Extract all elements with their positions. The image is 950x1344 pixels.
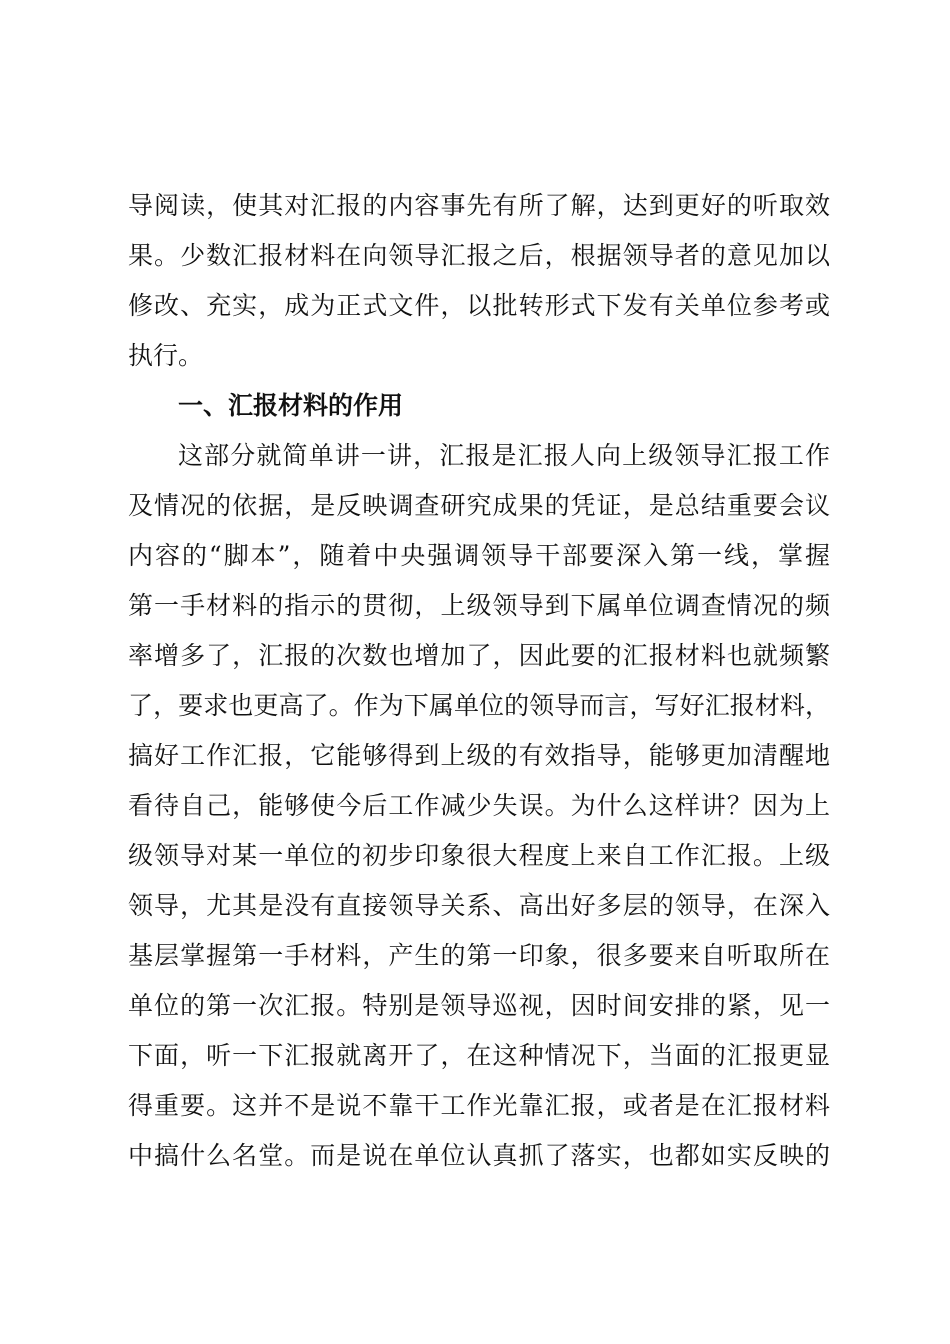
body-text-line: 导阅读，使其对汇报的内容事先有所了解，达到更好的听取效 xyxy=(128,191,830,220)
body-text-line: 级领导对某一单位的初步印象很大程度上来自工作汇报。上级 xyxy=(128,841,830,870)
body-text-line: 修改、充实，成为正式文件，以批转形式下发有关单位参考或 xyxy=(128,291,830,320)
body-text-line: 领导，尤其是没有直接领导关系、高出好多层的领导，在深入 xyxy=(128,891,830,920)
body-text-line: 得重要。这并不是说不靠干工作光靠汇报，或者是在汇报材料 xyxy=(128,1091,830,1120)
body-text-line: 单位的第一次汇报。特别是领导巡视，因时间安排的紧，见一 xyxy=(128,991,830,1020)
body-text-line: 下面，听一下汇报就离开了，在这种情况下，当面的汇报更显 xyxy=(128,1041,830,1070)
body-text-line: 率增多了，汇报的次数也增加了，因此要的汇报材料也就频繁 xyxy=(128,641,830,670)
body-text-line: 这部分就简单讲一讲，汇报是汇报人向上级领导汇报工作 xyxy=(178,441,830,470)
body-text-line: 执行。 xyxy=(128,341,204,370)
section-heading: 一、汇报材料的作用 xyxy=(178,391,404,420)
body-text-line: 基层掌握第一手材料，产生的第一印象，很多要来自听取所在 xyxy=(128,941,830,970)
body-text-line: 搞好工作汇报，它能够得到上级的有效指导，能够更加清醒地 xyxy=(128,741,830,770)
body-text-line: 第一手材料的指示的贯彻，上级领导到下属单位调查情况的频 xyxy=(128,591,830,620)
document-page xyxy=(128,181,830,1181)
body-text-line: 果。少数汇报材料在向领导汇报之后，根据领导者的意见加以 xyxy=(128,241,830,270)
body-text-line: 及情况的依据，是反映调查研究成果的凭证，是总结重要会议 xyxy=(128,491,830,520)
body-text-line: 中搞什么名堂。而是说在单位认真抓了落实，也都如实反映的 xyxy=(128,1141,830,1170)
body-text-line: 了，要求也更高了。作为下属单位的领导而言，写好汇报材料， xyxy=(128,691,830,720)
body-text-line: 内容的“脚本”，随着中央强调领导干部要深入第一线，掌握 xyxy=(128,541,830,570)
body-text-line: 看待自己，能够使今后工作减少失误。为什么这样讲？因为上 xyxy=(128,791,830,820)
